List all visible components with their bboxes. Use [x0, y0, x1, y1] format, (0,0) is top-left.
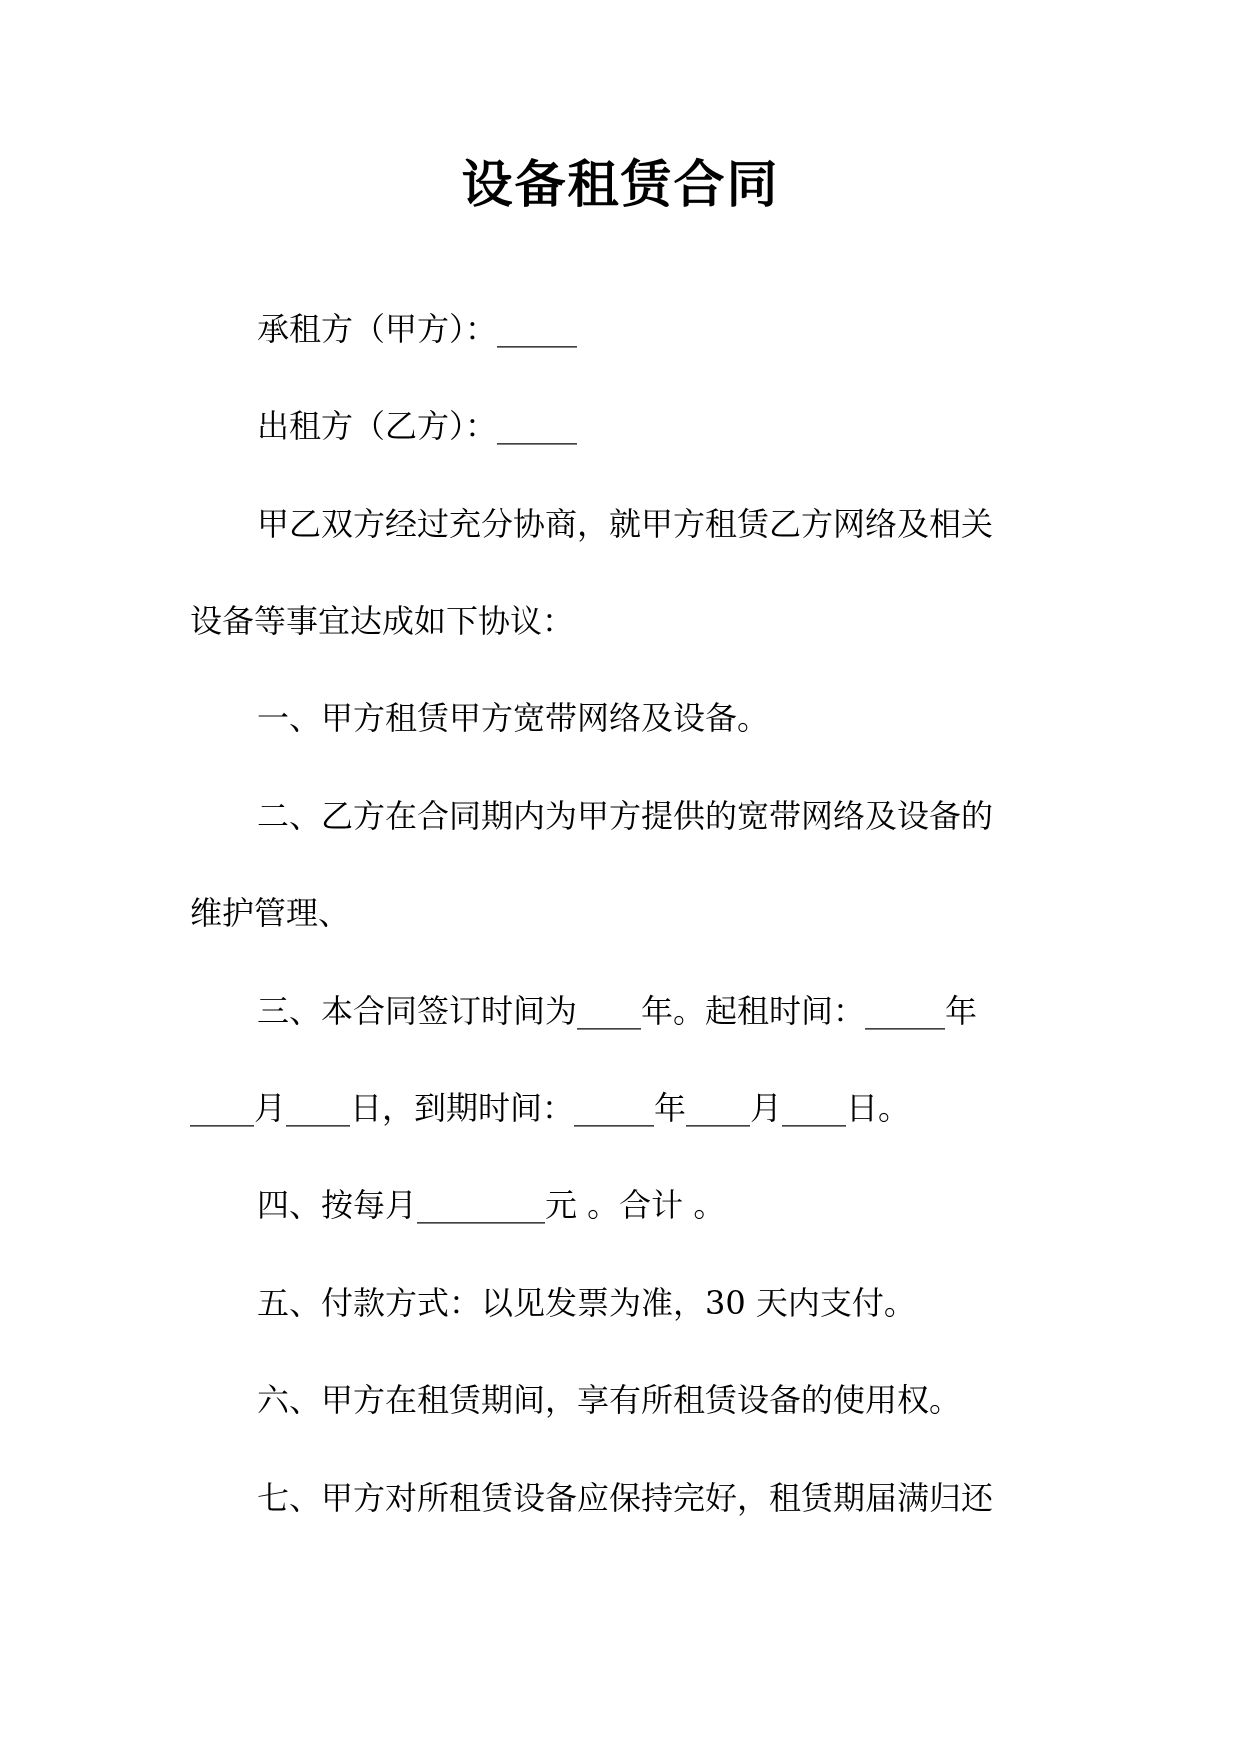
- document-title: 设备租赁合同: [461, 155, 780, 215]
- clause-3-line-2: ____月____日，到期时间：_____年____月____日。: [190, 1089, 911, 1127]
- clause-3-line-1: 三、本合同签订时间为____年。起租时间：_____年: [257, 992, 978, 1030]
- preamble-line-1: 甲乙双方经过充分协商，就甲方租赁乙方网络及相关: [257, 505, 994, 543]
- clause-2-line-2: 维护管理、: [190, 894, 351, 932]
- party-b-line: 出租方（乙方）：_____: [257, 407, 578, 445]
- clause-5: 五、付款方式：以见发票为准，30 天内支付。: [257, 1284, 916, 1322]
- clause-2-line-1: 二、乙方在合同期内为甲方提供的宽带网络及设备的: [257, 797, 994, 835]
- clause-7-line-1: 七、甲方对所租赁设备应保持完好，租赁期届满归还: [257, 1479, 994, 1517]
- clause-4: 四、按每月________元 。合计 。: [257, 1186, 726, 1224]
- party-a-line: 承租方（甲方）：_____: [257, 310, 578, 348]
- clause-1: 一、甲方租赁甲方宽带网络及设备。: [257, 699, 770, 737]
- preamble-line-2: 设备等事宜达成如下协议：: [190, 602, 575, 640]
- clause-6: 六、甲方在租赁期间，享有所租赁设备的使用权。: [257, 1381, 962, 1419]
